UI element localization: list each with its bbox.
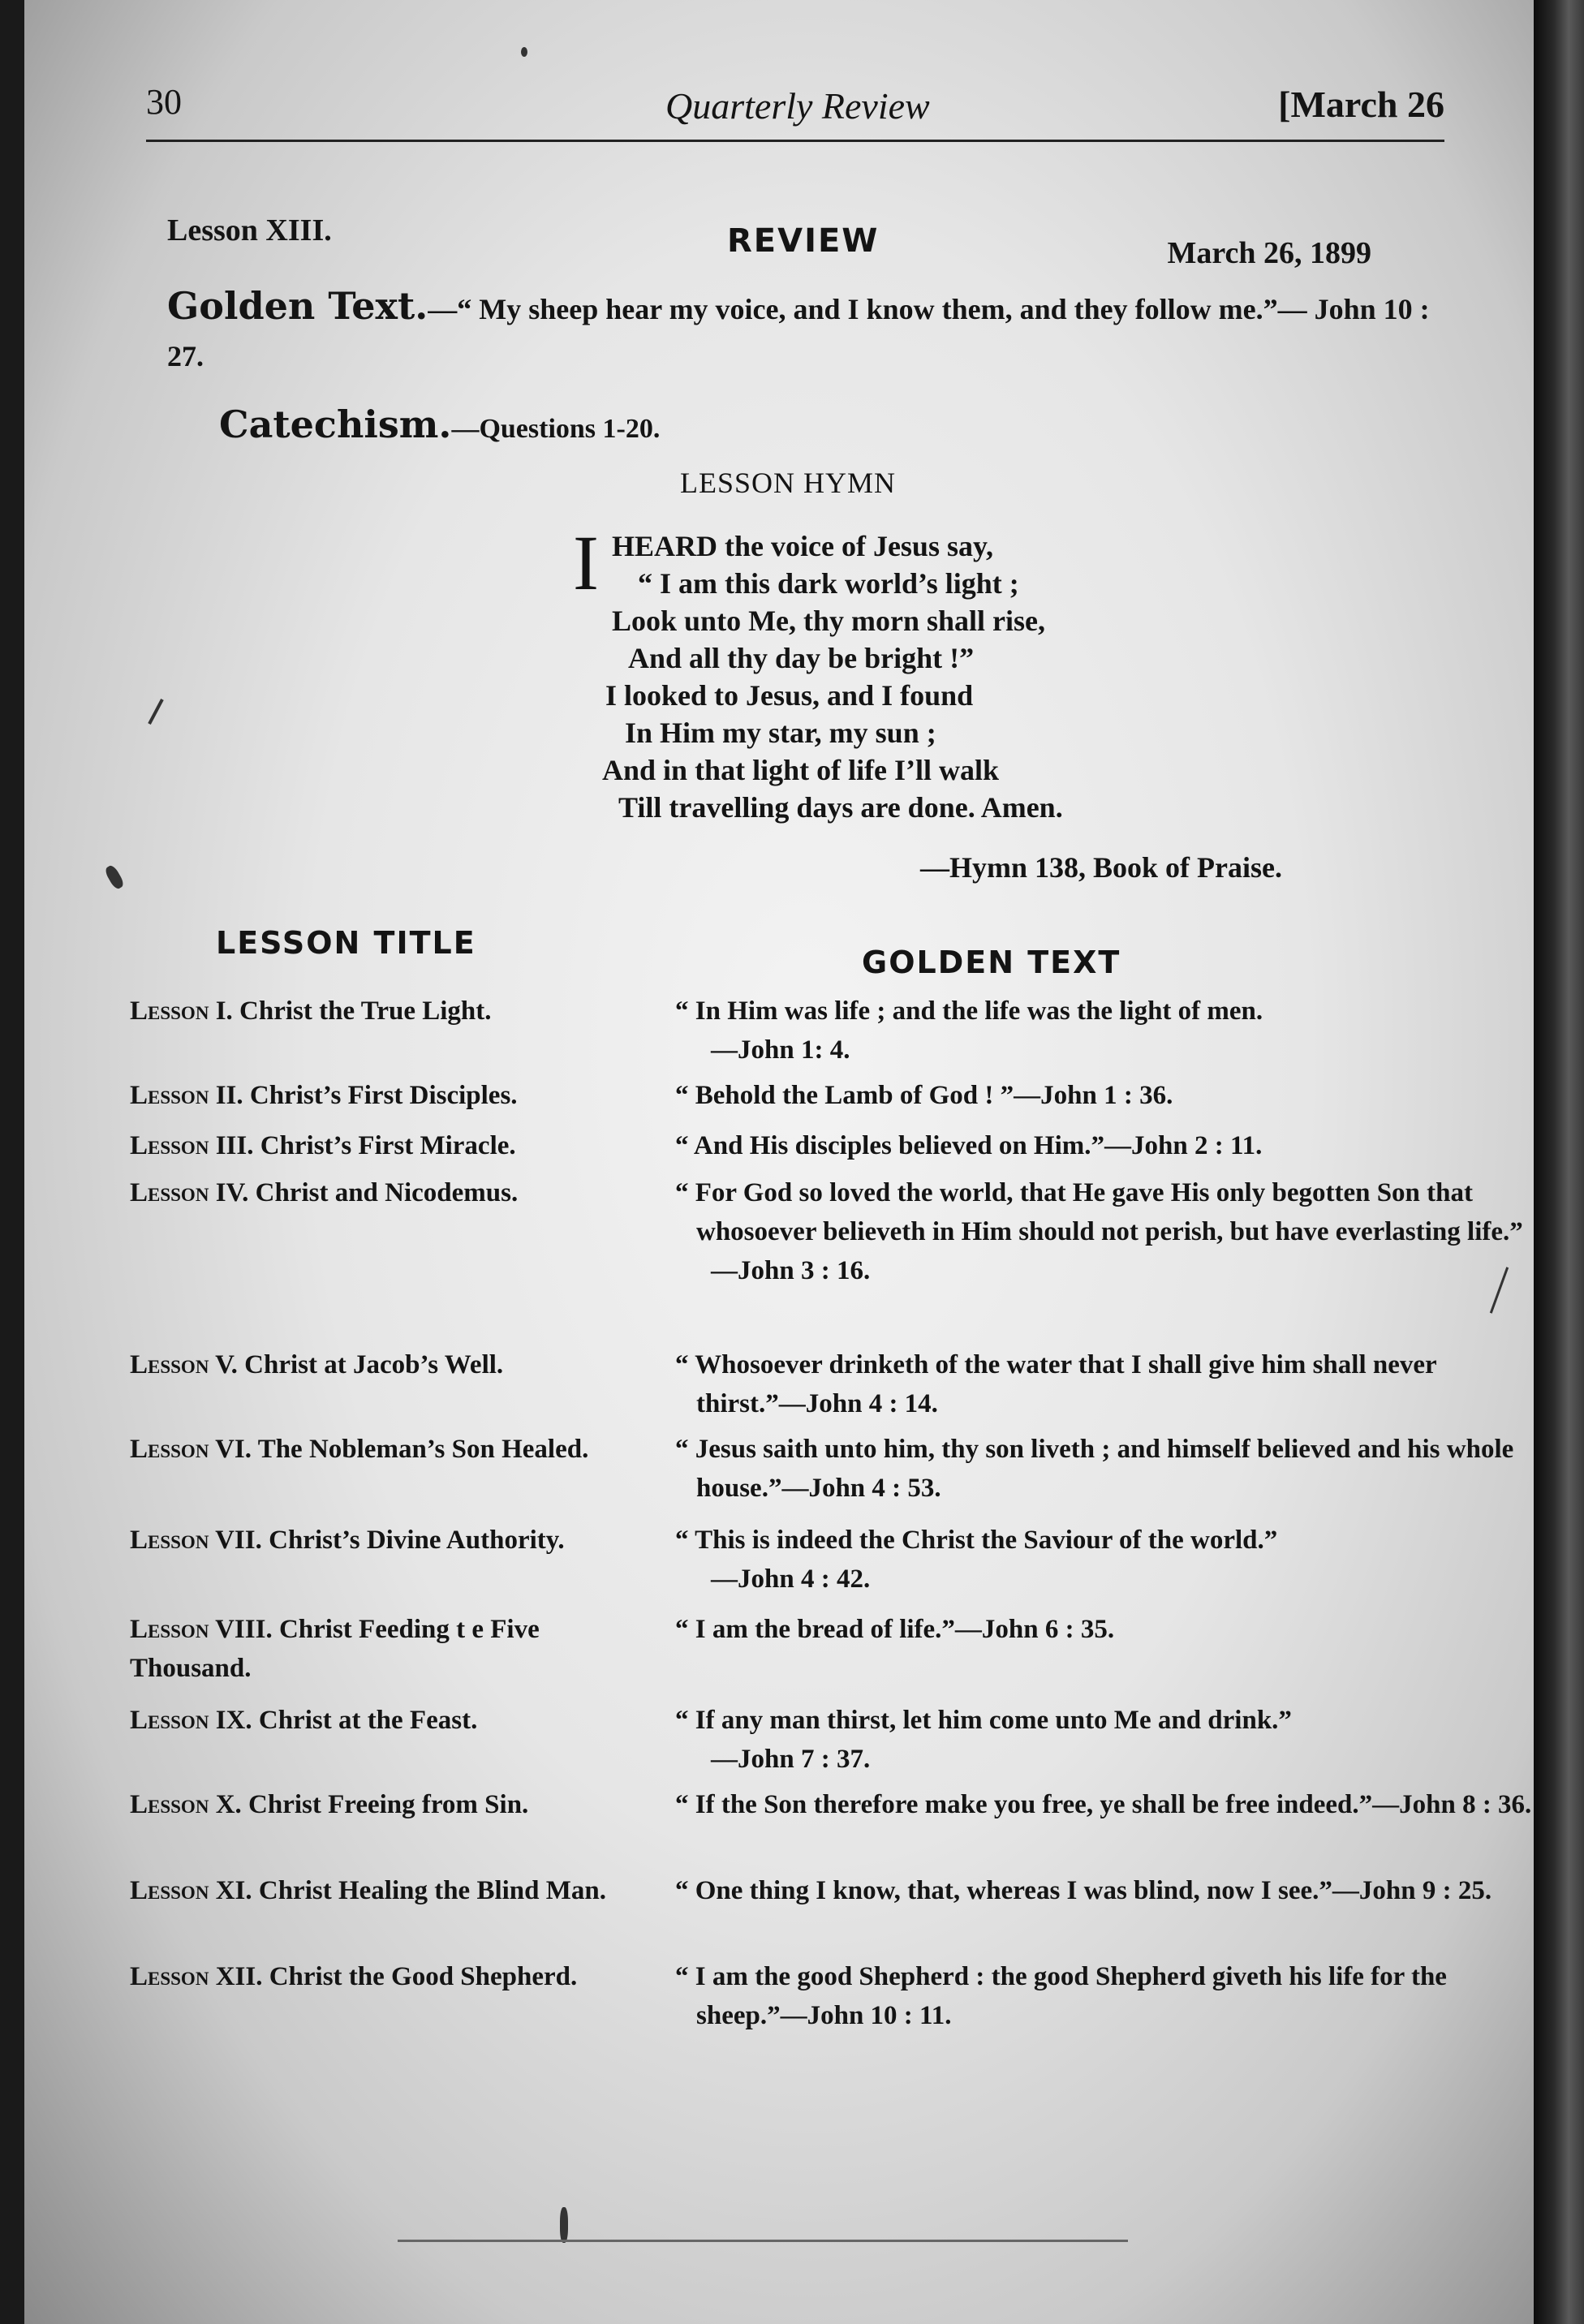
table-row <box>130 1173 1523 1345</box>
row-lesson-title: Lesson IV. Christ and Nicodemus. <box>130 1178 519 1207</box>
running-header <box>146 81 1444 146</box>
table-row <box>130 1430 1514 1521</box>
review-table <box>130 992 1532 2042</box>
lesson-title: REVIEW <box>727 222 880 260</box>
row-golden-text: “ One thing I know, that, whereas I was blind, now I see.”—John 9 : 25. <box>675 1876 1492 1905</box>
row-lesson-title: Lesson II. Christ’s First Disciples. <box>130 1081 518 1110</box>
page-number: 30 <box>146 82 182 122</box>
row-golden-text: “ This is indeed the Christ the Saviour of the world.” —John 4 : 42. <box>675 1526 1278 1594</box>
column-header-golden-text: GOLDEN TEXT <box>862 945 1121 980</box>
catechism-block <box>219 402 660 446</box>
table-row <box>130 992 1444 1076</box>
table-row <box>130 1957 1447 2042</box>
hymn-line: And all thy day be bright !” <box>628 642 975 674</box>
table-row <box>130 1701 1444 1785</box>
table-row <box>130 1076 1444 1126</box>
catechism-text: —Questions 1-20. <box>451 414 661 444</box>
table-row <box>130 1126 1444 1173</box>
row-golden-text: “ Jesus saith unto him, thy son liveth ; and himself believed and his whole house.”—John 4 : 53. <box>675 1435 1514 1503</box>
row-lesson-title: Lesson VII. Christ’s Divine Authority. <box>130 1526 565 1555</box>
row-golden-text: “ Behold the Lamb of God ! ”—John 1 : 36. <box>675 1081 1173 1110</box>
lesson-date: March 26, 1899 <box>1167 236 1371 270</box>
row-lesson-title: Lesson III. Christ’s First Miracle. <box>130 1131 516 1160</box>
ink-mark <box>560 2207 568 2243</box>
ink-mark <box>521 47 527 57</box>
lesson-number: Lesson XIII. <box>167 213 332 247</box>
row-lesson-title: Lesson XI. Christ Healing the Blind Man. <box>130 1876 607 1905</box>
table-row <box>130 1610 1444 1701</box>
ink-mark <box>398 2240 1128 2242</box>
catechism-label: Catechism. <box>219 402 452 446</box>
row-lesson-title: Lesson V. Christ at Jacob’s Well. <box>130 1350 504 1379</box>
hymn-line: I looked to Jesus, and I found <box>605 679 974 712</box>
row-lesson-title: Lesson X. Christ Freeing from Sin. <box>130 1790 529 1819</box>
hymn-attribution: —Hymn 138, Book of Praise. <box>920 851 1282 884</box>
row-golden-text: “ Whosoever drinketh of the water that I shall give him shall never thirst.”—John 4 : 14. <box>675 1350 1437 1418</box>
hymn-line: Till travelling days are done. Amen. <box>618 791 1063 824</box>
header-rule <box>146 140 1444 142</box>
hymn-dropcap: I <box>573 519 599 606</box>
golden-text: —“ My sheep hear my voice, and I know them, and they follow me.”— John 10 : 27. <box>167 293 1430 372</box>
hymn-line: HEARD the voice of Jesus say, <box>612 530 993 562</box>
row-lesson-title: Lesson I. Christ the True Light. <box>130 996 492 1026</box>
row-lesson-title: Lesson VI. The Nobleman’s Son Healed. <box>130 1435 589 1464</box>
row-golden-text: “ If the Son therefore make you free, ye shall be free indeed.”—John 8 : 36. <box>675 1790 1532 1819</box>
row-golden-text: “ I am the bread of life.”—John 6 : 35. <box>675 1615 1115 1644</box>
row-golden-text: “ I am the good Shepherd : the good Shepherd giveth his life for the sheep.”—John 10 : 11. <box>675 1962 1447 2030</box>
hymn-verse <box>573 519 1063 826</box>
row-golden-text: “ For God so loved the world, that He gave His only begotten Son that whosoever believeth in Him should not perish, but have everlasting life.” —John 3 : 16. <box>675 1178 1523 1285</box>
hymn-line: And in that light of life I’ll walk <box>602 754 1000 786</box>
row-lesson-title: Lesson IX. Christ at the Feast. <box>130 1706 478 1735</box>
golden-text-block <box>167 282 1449 380</box>
golden-text-label: Golden Text. <box>167 284 428 328</box>
hymn-title: LESSON HYMN <box>680 467 897 499</box>
ink-mark <box>103 864 125 891</box>
ink-mark <box>148 699 163 725</box>
row-golden-text: “ If any man thirst, let him come unto Me and drink.” —John 7 : 37. <box>675 1706 1292 1774</box>
row-lesson-title: Lesson XII. Christ the Good Shepherd. <box>130 1962 578 1991</box>
hymn-line: “ I am this dark world’s light ; <box>638 567 1019 600</box>
hymn-line: Look unto Me, thy morn shall rise, <box>612 605 1046 637</box>
column-header-lesson-title: LESSON TITLE <box>216 925 476 961</box>
scanned-page <box>24 0 1534 2324</box>
hymn-line: In Him my star, my sun ; <box>625 717 936 749</box>
table-row <box>130 1871 1492 1957</box>
running-date: [March 26 <box>1278 84 1444 125</box>
table-row <box>130 1345 1444 1430</box>
running-title: Quarterly Review <box>665 85 930 127</box>
table-row <box>130 1785 1532 1871</box>
book-spine-edge <box>1534 0 1584 2324</box>
row-lesson-title: Lesson VIII. Christ Feeding t e Five Thousand. <box>130 1615 540 1683</box>
table-row <box>130 1521 1444 1610</box>
row-golden-text: “ In Him was life ; and the life was the light of men. —John 1: 4. <box>675 996 1263 1065</box>
row-golden-text: “ And His disciples believed on Him.”—John 2 : 11. <box>675 1131 1263 1160</box>
